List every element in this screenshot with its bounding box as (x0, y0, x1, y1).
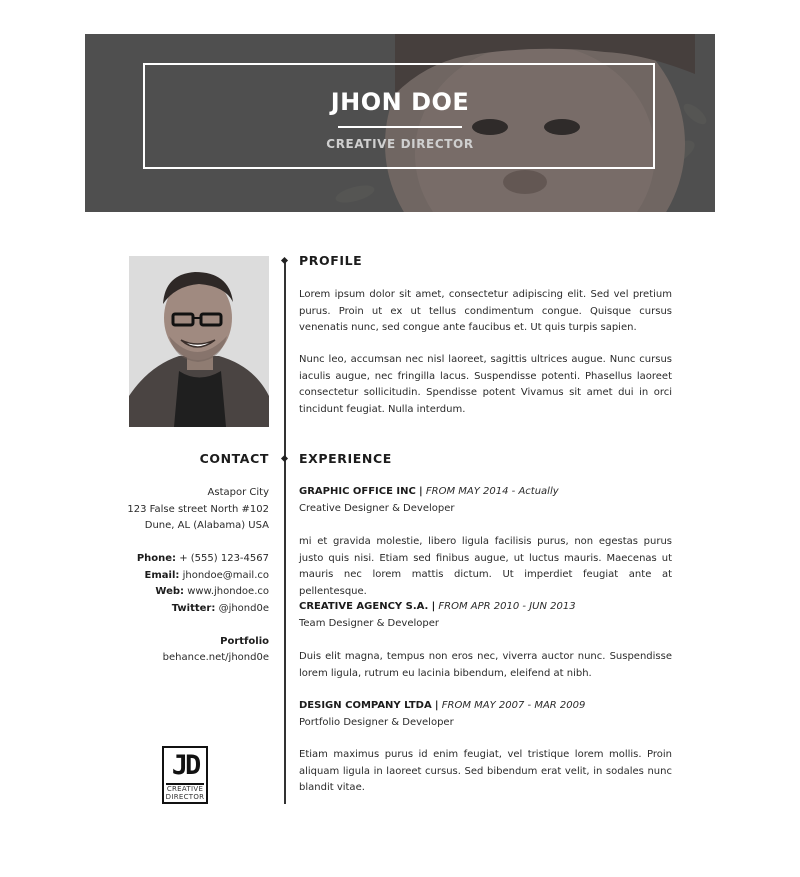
web-value[interactable]: www.jhondoe.co (187, 586, 269, 597)
job-header: CREATIVE AGENCY S.A. | FROM APR 2010 - JUN 2013 (299, 601, 576, 612)
portfolio-link[interactable]: behance.net/jhond0e (162, 652, 269, 663)
job-role: Creative Designer & Developer (299, 502, 455, 514)
portfolio-label: Portfolio (220, 635, 269, 647)
address-line-3: Dune, AL (Alabama) USA (144, 520, 269, 531)
job-description: mi et gravida molestie, libero ligula facilisis purus, non egestas purus justo quis nisi. Etiam sed finibus augue, ut luctus mauris. Maecenas ut mauris nec lorem mattis dictum. Ut imperdiet feugiat ante at pellentesque. (299, 536, 672, 597)
job-entry (299, 484, 672, 517)
experience-heading: EXPERIENCE (299, 451, 392, 466)
job-dates: FROM MAY 2007 - MAR 2009 (441, 700, 586, 711)
header-divider (338, 126, 462, 128)
contact-details (105, 485, 269, 667)
email-row (105, 568, 269, 585)
logo-subtitle-2: DIRECTOR (165, 792, 205, 801)
resume-title: CREATIVE DIRECTOR (326, 137, 474, 151)
job-description: Duis elit magna, tempus non eros nec, viverra auctor nunc. Suspendisse lorem ligula, rutrum eu lacinia bibendum, eleifend at nibh. (299, 651, 672, 679)
profile-photo (129, 256, 269, 427)
contact-heading: CONTACT (199, 451, 269, 466)
experience-marker-icon (281, 455, 288, 462)
job-entry (299, 698, 672, 731)
web-label: Web: (155, 586, 185, 597)
phone-label: Phone: (136, 553, 177, 564)
email-label: Email: (144, 569, 180, 581)
profile-paragraph-1: Lorem ipsum dolor sit amet, consectetur adipiscing elit. Sed vel pretium purus. Proin ut ex ut tellus condimentum congue. Quisque cursus venenatis nunc, sed congue ante faucibus et. Ut quis turpis sapien. (299, 289, 672, 333)
job-company: DESIGN COMPANY LTDA (299, 700, 432, 711)
resume-name: JHON DOE (330, 88, 470, 116)
timeline-line (284, 262, 286, 804)
twitter-row (105, 601, 269, 618)
email-value[interactable]: jhondoe@mail.co (182, 569, 269, 581)
job-header: GRAPHIC OFFICE INC | FROM MAY 2014 - Actually (299, 486, 559, 497)
profile-paragraph-2: Nunc leo, accumsan nec nisl laoreet, sagittis ultrices augue. Nunc cursus iaculis augue, nec fringilla lacus. Suspendisse potenti. Phasellus laoreet consectetur sollicitudin. Spendisse potent Vivamus sit amet dui in orci tincidunt feugiat. Nulla interdum. (299, 354, 672, 415)
job-company: GRAPHIC OFFICE INC (299, 486, 416, 497)
twitter-label: Twitter: (171, 602, 216, 614)
job-company: CREATIVE AGENCY S.A. (299, 601, 429, 612)
job-dates: FROM APR 2010 - JUN 2013 (438, 601, 576, 612)
twitter-value[interactable]: @jhond0e (218, 602, 269, 614)
logo-monogram: JD (171, 750, 199, 781)
portrait-image (129, 256, 269, 427)
profile-marker-icon (281, 257, 288, 264)
job-role: Team Designer & Developer (299, 617, 439, 629)
header-banner (85, 34, 715, 212)
phone-value: + (555) 123-4567 (179, 553, 269, 564)
jd-logo (162, 746, 208, 804)
job-dates: FROM MAY 2014 - Actually (425, 486, 559, 497)
profile-heading: PROFILE (299, 253, 363, 268)
job-entry (299, 599, 672, 632)
job-header: DESIGN COMPANY LTDA | FROM MAY 2007 - MAR 2009 (299, 700, 586, 711)
phone-row (105, 551, 269, 568)
address-line-2: 123 False street North #102 (127, 503, 269, 515)
job-description: Etiam maximus purus id enim feugiat, vel tristique lorem mollis. Proin aliquam ligula in laoreet cursus. Sed bibendum erat velit, in sodales nunc blandit vitae. (299, 749, 672, 793)
header-frame (143, 63, 655, 169)
logo-subtitle-1: CREATIVE (166, 785, 204, 793)
web-row (105, 584, 269, 601)
job-role: Portfolio Designer & Developer (299, 716, 454, 728)
address-line-1: Astapor City (207, 487, 269, 498)
